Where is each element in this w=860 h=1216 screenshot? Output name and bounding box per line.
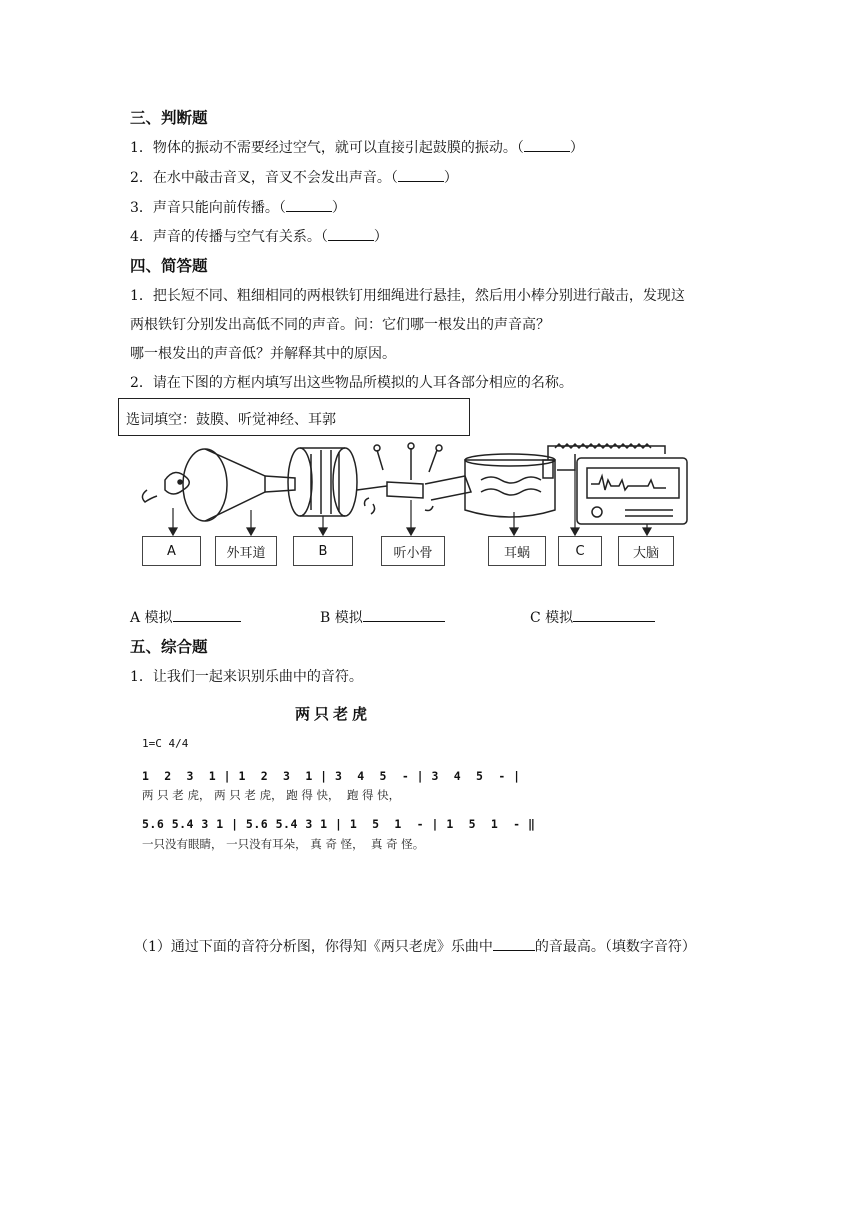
judge-q1: 1．物体的振动不需要经过空气，就可以直接引起鼓膜的振动。（ ） xyxy=(130,140,584,156)
ear-model-illustration xyxy=(125,440,695,540)
score-title: 两只老虎 xyxy=(295,705,372,723)
label-box-c[interactable]: C xyxy=(558,536,602,566)
score-row2-lyrics: 一只没有眼睛， 一只没有耳朵， 真 奇 怪， 真 奇 怪。 xyxy=(142,837,425,851)
comprehensive-sub1: （1）通过下面的音符分析图，你得知《两只老虎》乐曲中 的音最高。（填数字音符） xyxy=(134,939,696,955)
word-choice-box xyxy=(118,398,470,436)
label-box-ossicles: 听小骨 xyxy=(381,536,445,566)
answer-b: B 模拟 xyxy=(320,609,445,627)
word-choice-text: 选词填空：鼓膜、听觉神经、耳郭 xyxy=(126,412,336,428)
section3-title: 三、判断题 xyxy=(130,109,208,127)
score-row1-notes: 1 2 3 1 | 1 2 3 1 | 3 4 5 - | 3 4 5 - | xyxy=(142,769,521,783)
label-box-a[interactable]: A xyxy=(142,536,201,566)
score-row1-lyrics: 两 只 老 虎， 两 只 老 虎， 跑 得 快， 跑 得 快， xyxy=(142,788,401,802)
label-box-b[interactable]: B xyxy=(293,536,353,566)
short-q1-line1: 1．把长短不同、粗细相同的两根铁钉用细绳进行悬挂，然后用小棒分别进行敲击，发现这 xyxy=(130,288,685,304)
answer-c-blank[interactable] xyxy=(573,609,655,622)
short-q1-line2: 两根铁钉分别发出高低不同的声音。问：它们哪一根发出的声音高？ xyxy=(130,317,550,333)
label-box-brain: 大脑 xyxy=(618,536,674,566)
music-score xyxy=(130,703,550,863)
judge-q2-blank[interactable] xyxy=(398,169,444,182)
short-q1-line3: 哪一根发出的声音低？并解释其中的原因。 xyxy=(130,346,396,362)
label-box-cochlea: 耳蜗 xyxy=(488,536,546,566)
answer-a-blank[interactable] xyxy=(173,609,241,622)
judge-q1-blank[interactable] xyxy=(524,139,570,152)
section4-title: 四、简答题 xyxy=(130,257,208,275)
score-row2-notes: 5.6 5.4 3 1 | 5.6 5.4 3 1 | 1 5 1 - | 1 5 1 - ‖ xyxy=(142,817,536,831)
answer-b-blank[interactable] xyxy=(363,609,445,622)
judge-q2: 2．在水中敲击音叉，音叉不会发出声音。（ ） xyxy=(130,170,458,186)
score-key: 1=C 4/4 xyxy=(142,737,189,750)
judge-q3: 3．声音只能向前传播。（ ） xyxy=(130,200,346,216)
judge-q3-blank[interactable] xyxy=(286,199,332,212)
short-q2: 2．请在下图的方框内填写出这些物品所模拟的人耳各部分相应的名称。 xyxy=(130,375,573,391)
section5-title: 五、综合题 xyxy=(130,638,208,656)
label-box-outer-ear-canal: 外耳道 xyxy=(215,536,277,566)
judge-q4: 4．声音的传播与空气有关系。（ ） xyxy=(130,229,388,245)
comprehensive-q1: 1．让我们一起来识别乐曲中的音符。 xyxy=(130,669,363,685)
judge-q4-blank[interactable] xyxy=(328,228,374,241)
comprehensive-sub1-blank[interactable] xyxy=(493,938,535,951)
answer-c: C 模拟 xyxy=(530,609,655,627)
answer-a: A 模拟 xyxy=(130,609,241,627)
